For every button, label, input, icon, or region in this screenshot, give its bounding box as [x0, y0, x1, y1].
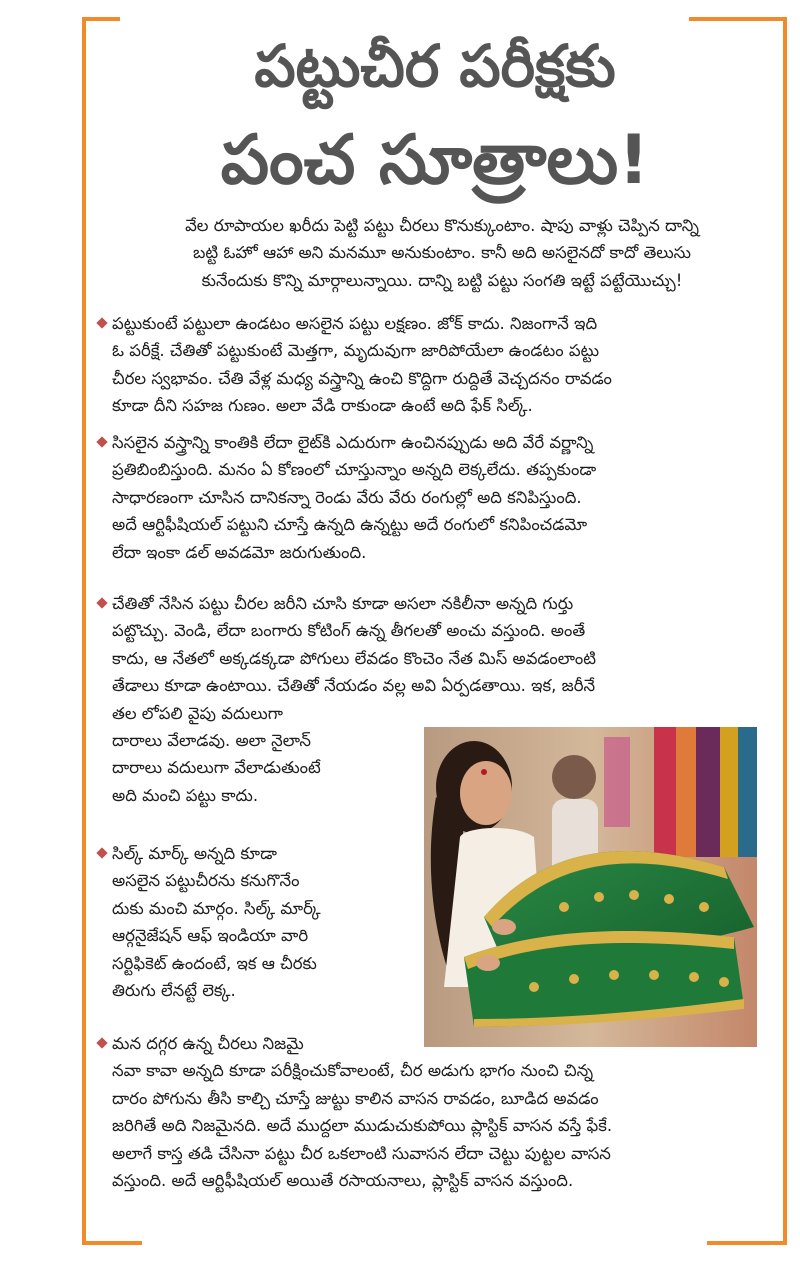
bullet-diamond-icon	[96, 597, 107, 608]
tip-line: చీరల స్వభావం. చేతి వేళ్ల మధ్య వస్త్రాన్ని ఉంచి కొద్దిగా రుద్దితే వెచ్చదనం రావడం	[112, 368, 612, 388]
tip-line: సర్టిఫికెట్ ఉందంటే, ఇక ఆ చీరకు	[112, 953, 317, 973]
tip-line: వస్తుంది. అదే ఆర్టిఫీషియల్ అయితే రసాయనాలు, ప్లాస్టిక్ వాసన వస్తుంది.	[112, 1171, 574, 1191]
headline-line-2: పంచ సూత్రాలు!	[220, 121, 650, 200]
tip-line: తల లోపలి వైపు వదులుగా	[112, 703, 283, 723]
tip-line: పట్టొచ్చు. వెండి, లేదా బంగారు కోటింగ్ ఉన్న తీగలతో అంచు వస్తుంది. అంతే	[112, 621, 586, 641]
tip-line: ఆర్గనైజేషన్ ఆఫ్ ఇండియా వారి	[112, 926, 309, 946]
frame-right-edge	[783, 17, 787, 1245]
tip-line: ప్రతిబింబిస్తుంది. మనం ఏ కోణంలో చూస్తున్నాం అన్నది లెక్కలేదు. తప్పకుండా	[112, 460, 597, 480]
frame-corner-bottom-right	[707, 1241, 787, 1245]
tip-line: సిల్క్ మార్క్ అన్నది కూడా	[112, 844, 277, 863]
tip-line: దారాలు వదులుగా వేలాడుతుంటే	[112, 758, 321, 778]
tip-line: తేడాలు కూడా ఉంటాయి. చేతితో నేయడం వల్ల అవి ఏర్పడతాయి. ఇక, జరీనే	[112, 676, 596, 696]
tip-1	[112, 310, 772, 420]
intro-line: కునేందుకు కొన్ని మార్గాలున్నాయి. దాన్ని బట్టి పట్టు సంగతి ఇట్టే పట్టేయొచ్చు!	[201, 270, 683, 290]
tip-5	[112, 1030, 772, 1194]
frame-left-edge	[82, 17, 86, 1245]
tip-line: కూడా దీని సహజ గుణం. అలా వేడి రాకుండా ఉంటే అది ఫేక్ సిల్క్.	[112, 396, 533, 416]
tip-line: ఓ పరీక్షే. చేతితో పట్టుకుంటే మెత్తగా, మృదువుగా జారిపోయేలా ఉండటం పట్టు	[112, 341, 600, 361]
tip-line: అసలైన పట్టుచీరను కనుగొనేం	[112, 871, 300, 891]
bullet-diamond-icon	[96, 436, 107, 447]
tip-line: చేతితో నేసిన పట్టు చీరల జరీని చూసి కూడా అసలా నకిలీనా అన్నది గుర్తు	[112, 594, 574, 613]
tip-line: అలాగే కాస్త తడి చేసినా పట్టు చీర ఒకలాంటి సువాసన లేదా చెట్టు పుట్టల వాసన	[112, 1143, 611, 1163]
tip-4	[112, 840, 412, 1004]
tip-line: జరిగితే అది నిజమైనది. అదే ముద్దలా ముడుచుకుపోయి ప్లాస్టిక్ వాసన వస్తే ఫేకే.	[112, 1116, 613, 1136]
saree-illustration	[424, 727, 757, 1047]
tip-line: నవా కావా అన్నది కూడా పరీక్షించుకోవాలంటే, చీర అడుగు భాగం నుంచి చిన్న	[112, 1061, 594, 1081]
tip-line: కాదు, ఆ నేతలో అక్కడక్కడా పోగులు లేవడం కొంచెం నేత మిస్ అవడంలాంటి	[112, 648, 596, 668]
bullet-diamond-icon	[96, 317, 107, 328]
tip-line: దారాలు వేలాడవు. అలా నైలాన్	[112, 731, 312, 751]
saree-photo	[424, 727, 757, 1047]
tip-line: పట్టుకుంటే పట్టులా ఉండటం అసలైన పట్టు లక్షణం. జోక్ కాదు. నిజంగానే ఇది	[112, 314, 598, 333]
tip-line: లేదా ఇంకా డల్ అవడమో జరుగుతుంది.	[112, 542, 367, 562]
tip-line: దారం పోగును తీసి కాల్చి చూస్తే జుట్టు కాలిన వాసన రావడం, బూడిద అవడం	[112, 1088, 599, 1108]
tip-line: అదే ఆర్టిఫీషియల్ పట్టుని చూస్తే ఉన్నది ఉన్నట్టు అదే రంగులో కనిపించడమో	[112, 515, 588, 535]
intro-line: వేల రూపాయల ఖరీదు పెట్టి పట్టు చీరలు కొనుక్కుంటాం. షాపు వాళ్లు చెప్పిన దాన్ని	[185, 216, 699, 235]
bullet-diamond-icon	[96, 1037, 107, 1048]
intro-paragraph	[112, 212, 772, 294]
tip-line: తిరుగు లేనట్టే లెక్క.	[112, 981, 236, 1001]
tip-line: సాధారణంగా చూసిన దానికన్నా రెండు వేరు వేరు రంగుల్లో అది కనిపిస్తుంది.	[112, 487, 582, 507]
tip-line: మన దగ్గర ఉన్న చీరలు నిజమై	[112, 1034, 304, 1053]
frame-corner-bottom-left	[82, 1241, 142, 1245]
tip-2	[112, 429, 772, 566]
headline-line-1: పట్టుచీర పరీక్షకు	[254, 32, 616, 100]
tip-line: దుకు మంచి మార్గం. సిల్క్ మార్క్	[112, 898, 321, 918]
tip-line: అది మంచి పట్టు కాదు.	[112, 785, 259, 805]
intro-line: బట్టి ఓహో ఆహా అని మనమూ అనుకుంటాం. కానీ అది అసలైనదో కాదో తెలుసు	[193, 243, 691, 263]
bullet-diamond-icon	[96, 847, 107, 858]
tip-line: సిసలైన వస్త్రాన్ని కాంతికి లేదా లైట్‌కి ఎదురుగా ఉంచినప్పుడు అది వేరే వర్ణాన్ని	[112, 433, 594, 452]
